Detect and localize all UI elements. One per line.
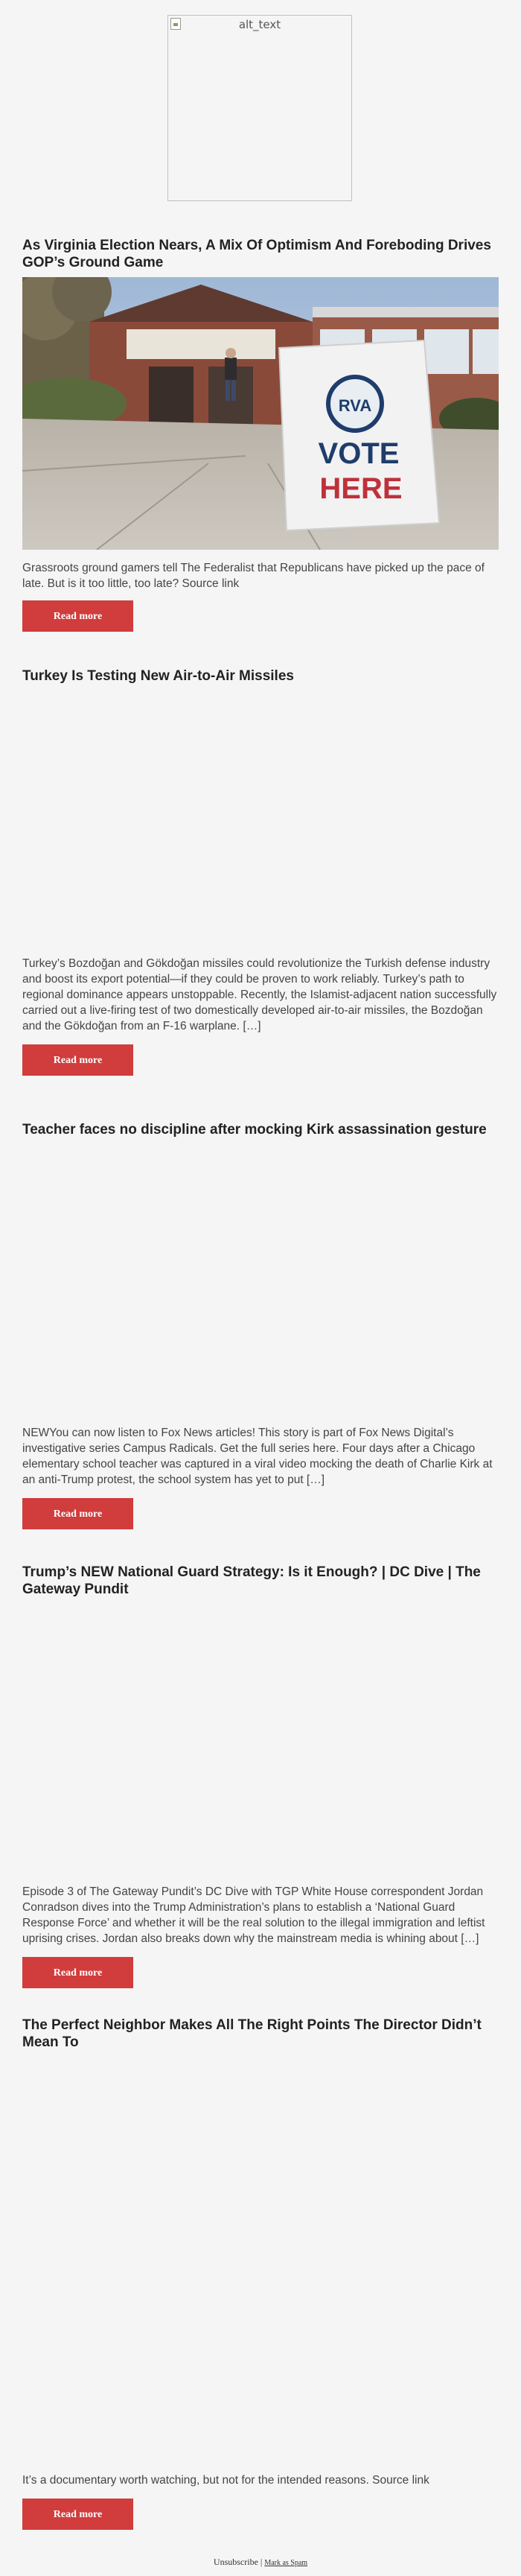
read-more-button[interactable]: Read more [22, 600, 133, 632]
article-excerpt: NEWYou can now listen to Fox News articles! This story is part of Fox News Digital’s investigative series Campus Radicals. Get the full series here. Four days after a Chicago elementary school teacher was captured in a viral video mocking the death of Charlie Kirk at an anti-Trump protest, the school system has yet to put […] [22, 1427, 493, 1486]
article-1 [22, 237, 499, 632]
sign-here-label: HERE [319, 472, 403, 505]
read-more-button[interactable]: Read more [22, 1498, 133, 1529]
article-4 [22, 1564, 499, 1988]
article-title[interactable]: As Virginia Election Nears, A Mix Of Optimism And Foreboding Drives GOP’s Ground Game [22, 238, 491, 270]
logo-alt-text: alt_text [238, 18, 281, 31]
article-5 [22, 2017, 499, 2530]
footer-separator: | [260, 2557, 263, 2567]
article-image-blank [22, 1138, 499, 1425]
article-3 [22, 1121, 499, 1529]
unsubscribe-link[interactable]: Unsubscribe [213, 2557, 258, 2567]
logo-image-placeholder [167, 15, 352, 201]
article-title[interactable]: The Perfect Neighbor Makes All The Right Points The Director Didn’t Mean To [22, 2017, 482, 2050]
article-image-blank [22, 2051, 499, 2472]
read-more-button[interactable]: Read more [22, 1957, 133, 1988]
article-photo[interactable] [22, 277, 499, 550]
read-more-button[interactable]: Read more [22, 1044, 133, 1076]
footer [0, 2557, 521, 2568]
article-title[interactable]: Turkey Is Testing New Air-to-Air Missiles [22, 668, 294, 684]
mark-as-spam-link[interactable]: Mark as Spam [264, 2559, 308, 2567]
article-excerpt: Episode 3 of The Gateway Pundit’s DC Dive with TGP White House correspondent Jordan Conradson dives into the Trump Administration’s plans to establish a ‘National Guard Response Force’ and whether it will be the real solution to the illegal immigration and leftist uprising crises. Jordan also breaks down why the mainstream media is whining about […] [22, 1885, 485, 1945]
article-image-blank [22, 685, 499, 956]
sign-org-label: RVA [338, 396, 372, 415]
article-excerpt: It’s a documentary worth watching, but not for the intended reasons. Source link [22, 2474, 429, 2487]
article-title[interactable]: Teacher faces no discipline after mocking Kirk assassination gesture [22, 1122, 487, 1138]
article-2 [22, 667, 499, 1076]
article-excerpt: Grassroots ground gamers tell The Federalist that Republicans have picked up the pace of late. But is it too little, too late? Source link [22, 562, 485, 590]
read-more-button[interactable]: Read more [22, 2499, 133, 2530]
article-title[interactable]: Trump’s NEW National Guard Strategy: Is it Enough? | DC Dive | The Gateway Pundit [22, 1564, 481, 1597]
article-excerpt: Turkey’s Bozdoğan and Gökdoğan missiles could revolutionize the Turkish defense industry and boost its export potential—if they could be proven to work reliably. Turkey’s path to regional dominance appears unstoppable. Recently, the Islamist-adjacent nation successfully carried out a live-firing test of two domestically developed air-to-air missiles, the Bozdoğan and the Gökdoğan from an F-16 warplane. […] [22, 957, 497, 1032]
article-image-blank [22, 1598, 499, 1884]
sign-vote-label: VOTE [318, 437, 400, 470]
